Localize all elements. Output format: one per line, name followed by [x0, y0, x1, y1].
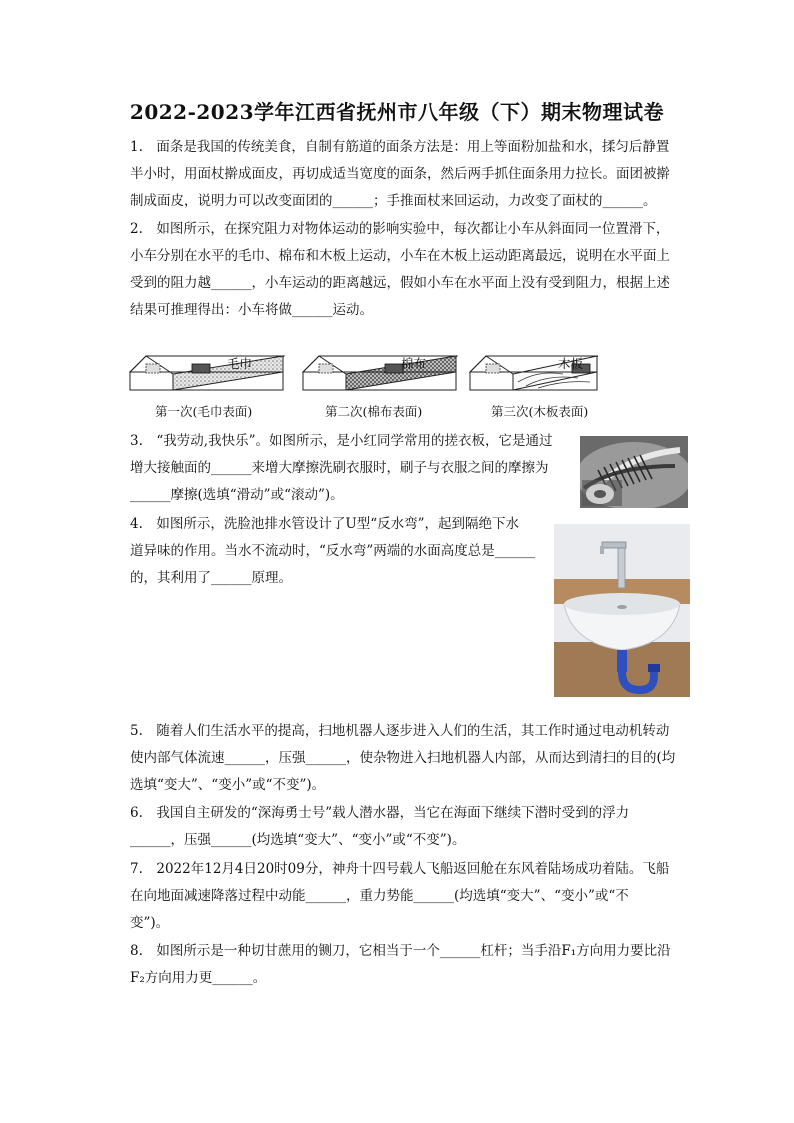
question-5	[130, 718, 675, 799]
question-5-line-3: 选填“变大”、“变小”或“不变”)。	[130, 777, 326, 793]
question-7-line-3: 变”)。	[130, 915, 170, 931]
question-1-line-2: 半小时，用面杖擀成面皮，再切成适当宽度的面条，然后两手抓住面条用力拉长。面团被擀	[130, 166, 670, 182]
question-2-line-2: 小车分别在水平的毛巾、棉布和木板上运动，小车在木板上运动距离最远，说明在水平面上	[130, 248, 670, 264]
label-wood: 木板	[558, 356, 584, 371]
question-2-line-1: 2. 如图所示，在探究阻力对物体运动的影响实验中，每次都让小车从斜面同一位置滑下，	[130, 221, 670, 237]
question-2-line-3: 受到的阻力越______，小车运动的距离越远，假如小车在水平面上没有受到阻力，根据上述	[130, 275, 670, 291]
label-towel: 毛巾	[227, 356, 253, 371]
question-2	[130, 216, 670, 324]
question-8-line-1: 8. 如图所示是一种切甘蔗用的铡刀，它相当于一个______杠杆；当手沿F₁方向用力要比沿	[130, 943, 671, 959]
question-4	[130, 511, 535, 592]
question-6	[130, 800, 629, 854]
setup-1-towel	[130, 356, 284, 390]
question-5-line-2: 使内部气体流速______，压强______，使杂物进入扫地机器人内部，从而达到清扫的目的(均	[130, 750, 676, 766]
caption-1: 第一次(毛巾表面)	[155, 404, 253, 419]
sink-photo	[554, 524, 690, 697]
sink-image	[554, 524, 690, 697]
washboard-image	[580, 436, 688, 508]
question-7	[130, 856, 669, 937]
question-1-line-1: 1. 面条是我国的传统美食，自制有筋道的面条方法是：用上等面粉加盐和水，揉匀后静置	[130, 139, 670, 155]
question-7-line-1: 7. 2022年12月4日20时09分，神舟十四号载人飞船返回舱在东风着陆场成功着陆。飞船	[130, 861, 670, 877]
question-1	[130, 134, 670, 215]
question-7-line-2: 在向地面减速降落过程中动能______，重力势能______(均选填“变大”、“变小”或“不	[130, 888, 629, 904]
setup-2-cotton	[303, 356, 457, 390]
caption-2: 第二次(棉布表面)	[325, 404, 423, 419]
question-8-line-2: F₂方向用力更______。	[130, 970, 267, 986]
question-2-line-4: 结果可推理得出：小车将做______运动。	[130, 302, 373, 318]
question-4-line-1: 4. 如图所示，洗脸池排水管设计了U型“反水弯”，起到隔绝下水	[130, 516, 520, 532]
question-3-line-1: 3. “我劳动,我快乐”。如图所示，是小红同学常用的搓衣板，它是通过	[130, 433, 553, 449]
question-6-line-2: ______，压强______(均选填“变大”、“变小”或“不变”)。	[130, 832, 466, 848]
question-6-line-1: 6. 我国自主研发的“深海勇士号”载人潜水器，当它在海面下继续下潜时受到的浮力	[130, 805, 630, 821]
question-8	[130, 938, 671, 992]
label-cotton: 棉布	[401, 356, 427, 371]
caption-3: 第三次(木板表面)	[491, 404, 589, 419]
washboard-photo	[580, 436, 688, 508]
question-3-line-2: 增大接触面的______来增大摩擦洗刷衣服时，刷子与衣服之间的摩擦为	[130, 460, 549, 476]
question-5-line-1: 5. 随着人们生活水平的提高，扫地机器人逐步进入人们的生活，其工作时通过电动机转动	[130, 723, 670, 739]
question-1-line-3: 制成面皮，说明力可以改变面团的______；手推面杖来回运动，力改变了面杖的______。	[130, 193, 657, 209]
question-3-line-3: ______摩擦(选填“滑动”或“滚动”)。	[130, 487, 344, 503]
question-4-line-3: 的，其利用了______原理。	[130, 570, 292, 586]
question-4-line-2: 道异味的作用。当水不流动时，“反水弯”两端的水面高度总是______	[130, 543, 536, 559]
page-title: 2022-2023学年江西省抚州市八年级（下）期末物理试卷	[129, 100, 665, 124]
question-3	[130, 428, 552, 509]
